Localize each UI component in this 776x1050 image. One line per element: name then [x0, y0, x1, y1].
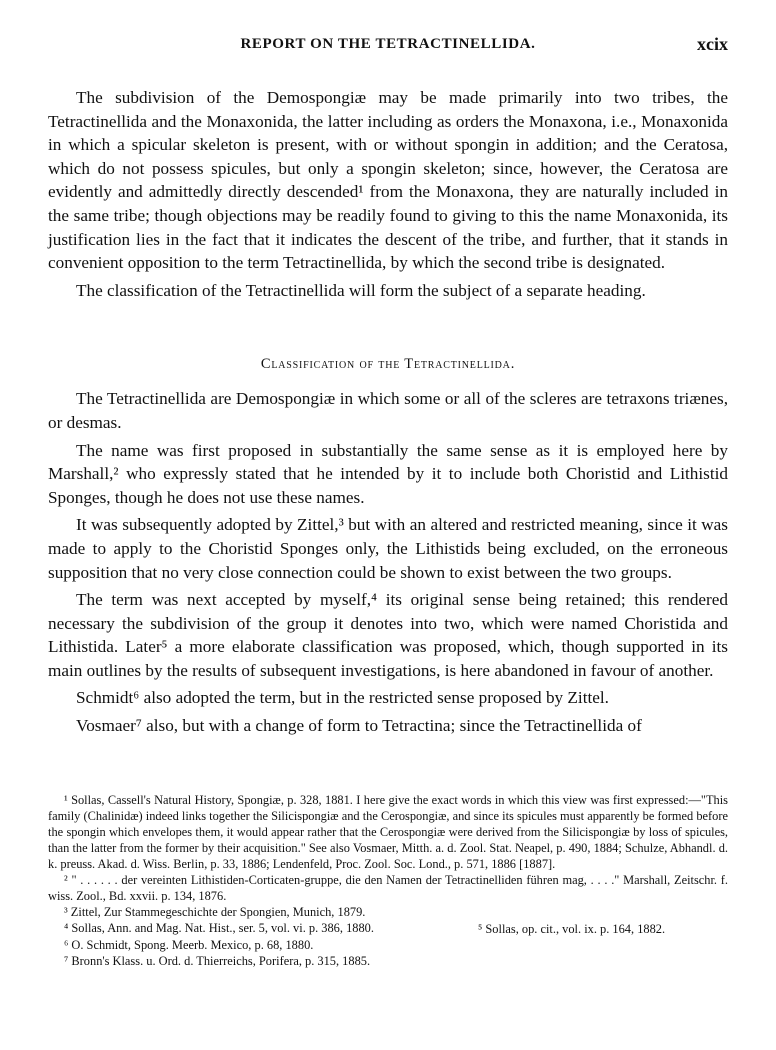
body-paragraph: Schmidt⁶ also adopted the term, but in the restricted sense proposed by Zittel.	[76, 688, 609, 708]
footnote-3: ³ Zittel, Zur Stammegeschichte der Spongien, Munich, 1879.	[64, 905, 366, 919]
footnote-row	[48, 920, 728, 937]
body-paragraph: Vosmaer⁷ also, but with a change of form to Tetractina; since the Tetractinellida of	[76, 716, 642, 736]
body-paragraph: It was subsequently adopted by Zittel,³ but with an altered and restricted meaning, since it was made to apply to the Choristid Sponges only, the Lithistids being excluded, on the erroneous supposition that no very close connection could be shown to exist between the two groups.	[48, 515, 728, 582]
body-paragraph: The term was next accepted by myself,⁴ its original sense being retained; this rendered necessary the subdivision of the group it denotes into two, which were named Choristida and Lithistida. Later⁵ a more elaborate classification was proposed, which, though supported in its main outlines by the results of subsequent investigations, is here abandoned in favour of another.	[48, 590, 728, 680]
footnote-7: ⁷ Bronn's Klass. u. Ord. d. Thierreichs, Porifera, p. 315, 1885.	[64, 954, 371, 968]
page-body	[48, 86, 728, 742]
intro-paragraph: The classification of the Tetractinellida will form the subject of a separate heading.	[76, 280, 646, 300]
intro-paragraph: The subdivision of the Demospongiæ may be made primarily into two tribes, the Tetractinellida and the Monaxonida, the latter including as orders the Monaxona, i.e., Monaxonida in which a spicular skeleton is present, with or without spongin in addition; and the Ceratosa, which do not possess spicules, but only a spongin skeleton; since, however, the Ceratosa are evidently and admittedly directly descended¹ from the Monaxona, they are naturally included in the same tribe; though objections may be readily found to giving to this the name Monaxonida, its justification lies in the fact that it indicates the descent of the tribe, and further, that it stands in convenient opposition to the term Tetractinellida, by which the second tribe is designated.	[48, 88, 728, 273]
footnote-1: ¹ Sollas, Cassell's Natural History, Spongiæ, p. 328, 1881. I here give the exact words in which this view was first expressed:—"This family (Chalinidæ) indeed links together the Silicispongiæ and the Cerospongiæ, and since its spicules must apparently be formed before the spongin which envelopes them, it would appear rather that the Cerospongiæ were derived from the Silicispongiæ by loss of spicules, than the latter from the former by their acquisition." See also Vosmaer, Mitth. a. d. Zool. Stat. Neapel, p. 490, 1884; Schulze, Abhandl. d. k. preuss. Akad. d. Wiss. Berlin, p. 33, 1886; Lendenfeld, Proc. Zool. Soc. Lond., p. 571, 1886 [1887].	[48, 793, 728, 871]
footnote-4: ⁴ Sollas, Ann. and Mag. Nat. Hist., ser. 5, vol. vi. p. 386, 1880.	[64, 921, 374, 935]
footnote-2: ² " . . . . . . der vereinten Lithistiden-Corticaten-gruppe, die den Namen der Tetractinelliden führen mag, . . . ." Marshall, Zeitschr. f. wiss. Zool., Bd. xxvii. p. 134, 1876.	[48, 873, 728, 903]
body-paragraph: The Tetractinellida are Demospongiæ in which some or all of the scleres are tetraxons triænes, or desmas.	[48, 389, 728, 432]
page-header	[48, 36, 728, 60]
section-heading: Classification of the Tetractinellida.	[260, 356, 516, 373]
body-paragraph: The name was first proposed in substantially the same sense as it is employed here by Marshall,² who expressly stated that he intended by it to include both Choristid and Lithistid Sponges, though he does not use these names.	[48, 440, 728, 507]
footnote-6: ⁶ O. Schmidt, Spong. Meerb. Mexico, p. 68, 1880.	[64, 938, 314, 952]
running-head: REPORT ON THE TETRACTINELLIDA.	[240, 36, 536, 52]
page-number: xcix	[697, 34, 728, 54]
footnotes	[48, 792, 728, 969]
footnote-5: ⁵ Sollas, op. cit., vol. ix. p. 164, 1882.	[478, 922, 666, 936]
